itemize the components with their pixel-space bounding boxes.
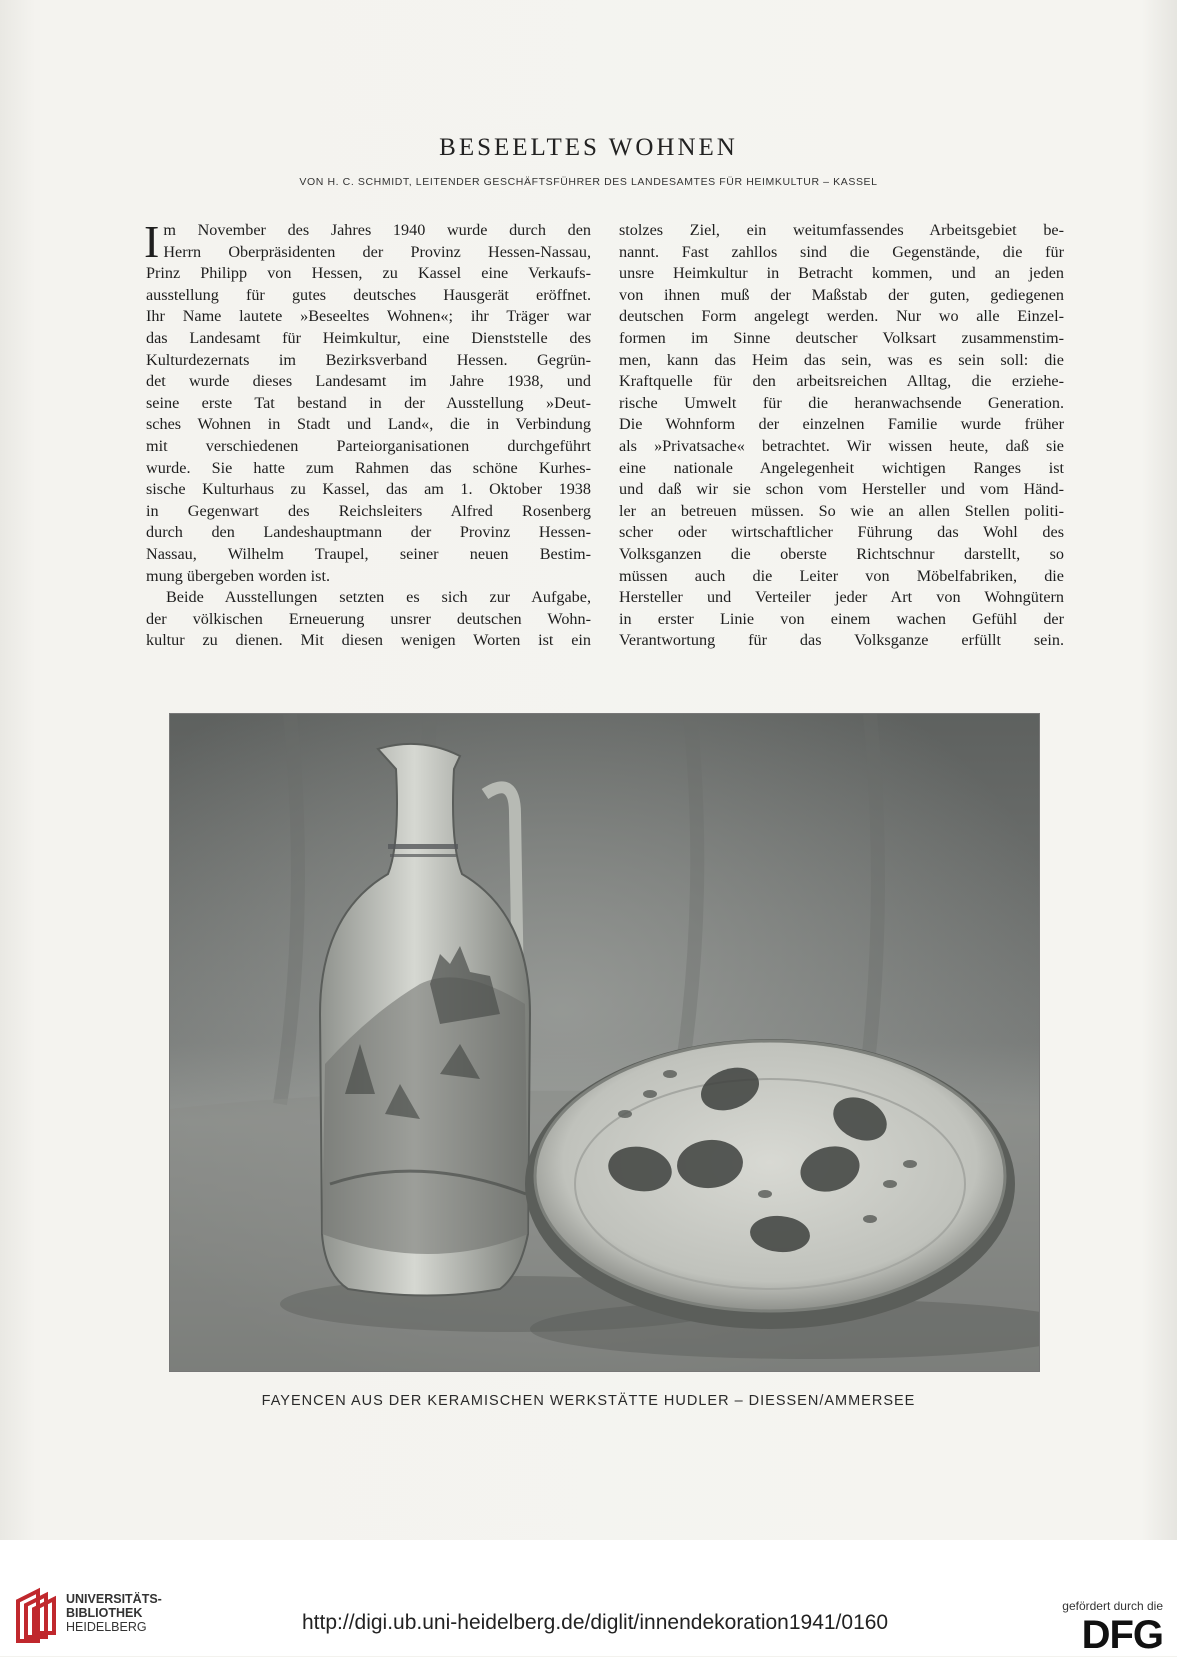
university-library-name [66, 1592, 162, 1634]
figure-caption: FAYENCEN AUS DER KERAMISCHEN WERKSTÄTTE HUDLER – DIESSEN/AMMERSEE [261, 1393, 916, 1409]
text-line: mit verschiedenen Parteiorganisationen durchgeführt [146, 436, 591, 455]
text-line: Herrn Oberpräsidenten der Provinz Hessen-Nassau, [163, 242, 591, 261]
text-line: als »Privatsache« betrachtet. Wir wissen heute, daß sie [619, 436, 1064, 455]
text-line: mung übergeben worden ist. [146, 566, 331, 585]
text-line: Hersteller und Verteiler jeder Art von Wohngütern [619, 588, 1064, 607]
text-line: Prinz Philipp von Hessen, zu Kassel eine Verkaufs- [146, 264, 591, 283]
library-name-line: UNIVERSITÄTS- [66, 1592, 162, 1606]
text-line: seine erste Tat bestand in der Ausstellung »Deut- [146, 393, 591, 412]
text-line: und daß wir sie schon vom Hersteller und vom Händ- [619, 480, 1064, 499]
text-line: Kraftquelle für den arbeitsreichen Alltag, die erziehe- [619, 372, 1064, 391]
text-line: stolzes Ziel, ein weitumfassendes Arbeitsgebiet be- [619, 221, 1064, 239]
text-line: deutschen Form angelegt werden. Nur wo alle Einzel- [619, 307, 1064, 326]
library-name-line: HEIDELBERG [66, 1620, 147, 1634]
text-line: müssen auch die Leiter von Möbelfabriken, die [619, 566, 1064, 585]
text-line: der völkischen Erneuerung unsrer deutschen Wohn- [146, 609, 591, 628]
photo-illustration [170, 714, 1039, 1371]
text-line: m November des Jahres 1940 wurde durch den [163, 221, 591, 239]
text-line: det wurde dieses Landesamt im Jahre 1938, und [146, 372, 591, 391]
text-line: unsre Heimkultur in Betracht kommen, und an jeden [619, 264, 1064, 283]
text-line: men, kann das Heim das sein, was es sein soll: die [619, 350, 1064, 369]
text-line: wurde. Sie hatte zum Rahmen das schöne Kurhes- [146, 458, 591, 477]
text-line: formen im Sinne deutscher Volksart zusammenstim- [619, 328, 1064, 347]
text-line: sische Kulturhaus zu Kassel, das am 1. Oktober 1938 [146, 480, 591, 499]
article-byline: VON H. C. SCHMIDT, LEITENDER GESCHÄFTSFÜHRER DES LANDESAMTES FÜR HEIMKULTUR – KASSEL [299, 176, 878, 188]
university-library-logo-icon [12, 1587, 60, 1645]
text-line: eine nationale Angelegenheit wichtigen Ranges ist [619, 458, 1064, 477]
text-line: Die Wohnform der einzelnen Familie wurde früher [619, 415, 1064, 434]
text-line: ausstellung für gutes deutsches Hausgerät eröffnet. [146, 285, 591, 304]
text-line: in erster Linie von einem wachen Gefühl der [619, 609, 1064, 628]
text-line: das Landesamt für Heimkultur, eine Dienststelle des [146, 328, 591, 347]
text-line: nannt. Fast zahllos sind die Gegenstände, die für [619, 242, 1064, 261]
footer-bar [0, 1540, 1177, 1656]
text-column-left [144, 216, 591, 652]
library-name-line: BIBLIOTHEK [66, 1606, 143, 1620]
faience-photograph [169, 713, 1040, 1372]
drop-cap: I [144, 216, 160, 267]
article-title: BESEELTES WOHNEN [439, 134, 738, 161]
text-line: scher oder wirtschaftlicher Führung das Wohl des [619, 523, 1064, 542]
source-url-link[interactable]: http://digi.ub.uni-heidelberg.de/diglit/innendekoration1941/0160 [302, 1611, 889, 1634]
text-column-right [619, 220, 1064, 652]
text-line: Beide Ausstellungen setzten es sich zur Aufgabe, [166, 588, 591, 607]
text-line: durch den Landeshauptmann der Provinz Hessen- [146, 523, 591, 542]
text-line: sches Wohnen in Stadt und Land«, die in Verbindung [146, 415, 591, 434]
text-line: von ihnen muß der Maßstab der guten, gediegenen [619, 285, 1064, 304]
text-line: kultur zu dienen. Mit diesen wenigen Worten ist ein [146, 631, 591, 650]
text-line: Ihr Name lautete »Beseeltes Wohnen«; ihr Träger war [146, 307, 591, 326]
dfg-logo: DFG [1081, 1613, 1163, 1657]
text-line: Volksganzen die oberste Richtschnur darstellt, so [619, 544, 1064, 563]
text-line: Nassau, Wilhelm Traupel, seiner neuen Bestim- [146, 544, 591, 563]
text-line: rische Umwelt für die heranwachsende Generation. [619, 393, 1064, 412]
funding-note: gefördert durch die [1062, 1599, 1163, 1613]
text-line: ler an betreuen müssen. So wie an allen Stellen politi- [619, 501, 1064, 520]
text-line: in Gegenwart des Reichsleiters Alfred Rosenberg [146, 501, 591, 520]
text-line: Verantwortung für das Volksganze erfüllt sein. [619, 631, 1064, 650]
text-line: Kulturdezernats im Bezirksverband Hessen. Gegrün- [146, 350, 591, 369]
